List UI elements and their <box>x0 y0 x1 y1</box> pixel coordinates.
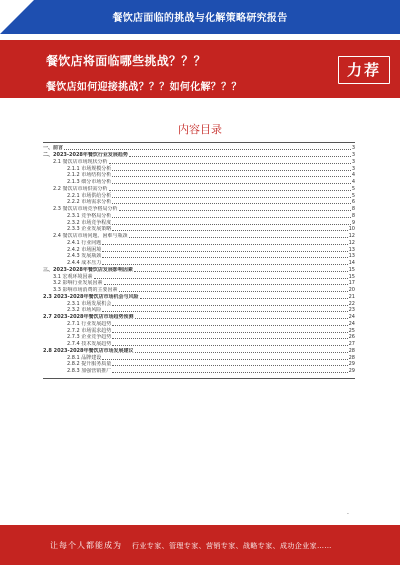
toc-entry-label: 2.4.3 发展瓶颈 <box>67 253 102 260</box>
top-header <box>0 0 400 34</box>
toc-entry[interactable] <box>43 280 355 287</box>
toc-leader-dots <box>102 311 347 312</box>
question-banner <box>0 40 400 98</box>
toc-leader-dots <box>119 210 351 211</box>
toc-entry-label: 2.2 餐饮店市场供需分析 <box>53 185 108 192</box>
toc-entry-label: 2.3.1 市场发展机会 <box>67 300 112 307</box>
toc-leader-dots <box>112 170 351 171</box>
toc-entry-label: 2.7.1 行业发展趋势 <box>67 320 112 327</box>
toc-leader-dots <box>102 359 347 360</box>
toc-entry[interactable] <box>43 152 355 159</box>
toc-entry[interactable] <box>43 186 355 193</box>
toc-entry[interactable] <box>43 213 355 220</box>
toc-entry-label: 3.1 宏观环境因素 <box>53 273 93 280</box>
banner-question-1: 餐饮店将面临哪些挑战？？？ <box>46 54 206 68</box>
toc-leader-dots <box>129 237 348 238</box>
toc-entry[interactable] <box>43 361 355 368</box>
toc-entry-page: 3 <box>351 152 355 158</box>
toc-entry[interactable] <box>43 199 355 206</box>
toc-leader-dots <box>112 338 347 339</box>
toc-entry-page: 4 <box>351 172 355 179</box>
toc-entry-page: 26 <box>348 334 355 341</box>
toc-leader-dots <box>102 257 347 258</box>
toc-entry[interactable] <box>43 334 355 341</box>
toc-entry[interactable] <box>43 179 355 186</box>
toc-leader-dots <box>112 176 351 177</box>
toc-entry-label: 2.8.1 品牌建设 <box>67 354 102 361</box>
toc-entry-label: 2.7.4 技术发展趋势 <box>67 341 112 347</box>
toc-entry-page: 12 <box>348 233 355 239</box>
toc-divider <box>43 378 355 379</box>
toc-top-rule <box>43 142 355 143</box>
toc-leader-dots <box>112 365 347 366</box>
toc-entry-label: 2.3 2023-2028年餐饮店市场机会与风险 <box>43 293 139 300</box>
toc-entry-label: 2.1.2 市场结构分析 <box>67 172 112 179</box>
toc-leader-dots <box>112 332 347 333</box>
toc-title: 内容目录 <box>178 123 222 136</box>
toc-entry[interactable] <box>43 287 355 294</box>
toc-leader-dots <box>104 284 348 285</box>
report-title: 餐饮店面临的挑战与化解策略研究报告 <box>112 13 288 24</box>
banner-question-2: 餐饮店如何迎接挑战？？？如何化解？？？ <box>46 82 242 93</box>
toc-entry-label: 3.3 影响市场消费的主要因素 <box>53 287 118 293</box>
toc-entry[interactable] <box>43 253 355 260</box>
toc-entry-label: 2.2.1 市场供给分析 <box>67 192 112 199</box>
toc-entry-page: 3 <box>351 158 355 165</box>
toc-leader-dots <box>102 264 347 265</box>
toc-leader-dots <box>94 278 348 279</box>
toc-leader-dots <box>112 203 351 204</box>
toc-leader-dots <box>112 230 347 231</box>
toc-entry-page: 24 <box>348 314 355 320</box>
toc-entry-page: 9 <box>351 219 355 226</box>
toc-entry[interactable] <box>43 300 355 307</box>
toc-entry[interactable] <box>43 327 355 334</box>
toc-entry-page: 3 <box>351 145 355 152</box>
toc-entry-page: 25 <box>348 327 355 334</box>
toc-entry[interactable] <box>43 145 355 152</box>
toc-entry[interactable] <box>43 233 355 240</box>
toc-entry-page: 6 <box>351 199 355 206</box>
toc-entry[interactable] <box>43 368 355 375</box>
toc-entry-page: 8 <box>351 206 355 212</box>
toc-leader-dots <box>134 271 348 272</box>
toc-entry-label: 三、2023-2028年餐饮店发展影响因素 <box>43 266 133 273</box>
toc-entry-page: 15 <box>348 273 355 280</box>
toc-entry-page: 23 <box>348 307 355 314</box>
toc-entry-page: 12 <box>348 239 355 246</box>
toc-entry[interactable] <box>43 307 355 314</box>
toc-entry-label: 2.7 2023-2028年餐饮店市场趋势预测 <box>43 314 134 320</box>
toc-entry[interactable] <box>43 260 355 267</box>
toc-entry-label: 2.3.3 企业发展策略 <box>67 226 112 233</box>
toc-entry-page: 28 <box>348 347 355 354</box>
toc-entry[interactable] <box>43 206 355 213</box>
toc-entry-page: 22 <box>348 300 355 307</box>
toc-entry-page: 17 <box>348 280 355 287</box>
toc-entry[interactable] <box>43 192 355 199</box>
toc-entry-label: 2.8.3 加强营销推广 <box>67 368 112 374</box>
toc-entry-page: 21 <box>348 293 355 300</box>
toc-leader-dots <box>112 224 351 225</box>
toc-entry-label: 2.4.4 成本压力 <box>67 260 102 266</box>
toc-entry-page: 10 <box>348 226 355 233</box>
toc-entry[interactable] <box>43 165 355 172</box>
toc-entry[interactable] <box>43 172 355 179</box>
toc-entry-label: 2.1.1 市场规模分析 <box>67 165 112 172</box>
toc-entry-label: 2.1.3 细分市场分析 <box>67 179 112 185</box>
toc-leader-dots <box>112 305 347 306</box>
toc-entry[interactable] <box>43 354 355 361</box>
toc-leader-dots <box>135 352 348 353</box>
toc-entry-page: 27 <box>348 341 355 347</box>
toc-leader-dots <box>102 251 347 252</box>
toc-leader-dots <box>129 156 351 157</box>
toc-entry-label: 2.4 餐饮店市场问题、困难与瓶颈 <box>53 233 128 239</box>
toc-entry-page: 24 <box>348 320 355 327</box>
toc-entry-label: 2.3.1 竞争格局分析 <box>67 212 112 219</box>
toc-leader-dots <box>112 217 351 218</box>
toc-entry-page: 15 <box>348 266 355 273</box>
toc-entry-page: 13 <box>348 253 355 260</box>
toc-list <box>43 145 355 375</box>
toc-leader-dots <box>112 325 347 326</box>
toc-entry-label: 2.4.2 市场困境 <box>67 246 102 253</box>
toc-entry-label: 二、2023-2028年餐饮行业发展趋势 <box>43 152 128 158</box>
toc-leader-dots <box>109 190 351 191</box>
toc-entry[interactable] <box>43 348 355 355</box>
toc-entry-page: 29 <box>348 368 355 374</box>
toc-entry-label: 2.1 餐饮店市场现状分析 <box>53 158 108 165</box>
footer-banner <box>0 525 400 565</box>
toc-leader-dots <box>140 298 348 299</box>
toc-entry[interactable] <box>43 159 355 166</box>
toc-entry-label: 2.3 餐饮店市场竞争格局分析 <box>53 206 118 212</box>
toc-entry[interactable] <box>43 294 355 301</box>
toc-entry-label: 2.7.2 市场需求趋势 <box>67 327 112 334</box>
toc-entry[interactable] <box>43 240 355 247</box>
toc-entry[interactable] <box>43 246 355 253</box>
footer-slogan: 让每个人都能成为 <box>50 541 122 550</box>
toc-entry-label: 3.2 影响行业发展因素 <box>53 280 103 287</box>
toc-leader-dots <box>112 197 351 198</box>
toc-entry-page: 5 <box>351 185 355 192</box>
toc-entry-label: 2.2.2 市场需求分析 <box>67 199 112 206</box>
toc-entry-page: 4 <box>351 179 355 185</box>
toc-leader-dots <box>135 318 348 319</box>
toc-leader-dots <box>112 372 347 373</box>
toc-entry-label: 2.8.2 提升服务质量 <box>67 361 112 368</box>
toc-entry-label: 2.3.2 市场风险 <box>67 307 102 314</box>
toc-entry-label: 一、前言 <box>43 145 64 152</box>
toc-entry-page: 13 <box>348 246 355 253</box>
toc-entry-page: 8 <box>351 212 355 219</box>
footer-roles: 行业专家、管理专家、营销专家、战略专家、成功企业家…… <box>132 542 332 550</box>
page-marker: - <box>347 511 349 517</box>
toc-entry-label: 2.3.2 市场竞争程度 <box>67 219 112 226</box>
recommend-badge: 力荐 <box>338 56 390 84</box>
toc-entry-page: 28 <box>348 354 355 361</box>
toc-leader-dots <box>112 183 351 184</box>
toc-entry[interactable] <box>43 267 355 274</box>
toc-entry-label: 2.8 2023-2028年餐饮店市场发展建议 <box>43 347 134 354</box>
toc-entry-label: 2.7.3 企业竞争趋势 <box>67 334 112 341</box>
toc-entry[interactable] <box>43 273 355 280</box>
toc-entry-page: 20 <box>348 287 355 293</box>
toc-leader-dots <box>112 345 347 346</box>
toc-leader-dots <box>102 244 347 245</box>
toc-entry[interactable] <box>43 219 355 226</box>
toc-entry[interactable] <box>43 314 355 321</box>
toc-entry-page: 3 <box>351 165 355 172</box>
toc-leader-dots <box>119 291 348 292</box>
toc-leader-dots <box>109 163 351 164</box>
toc-entry-label: 2.4.1 行业问题 <box>67 239 102 246</box>
toc-entry[interactable] <box>43 341 355 348</box>
toc-entry-page: 29 <box>348 361 355 368</box>
toc-entry-page: 5 <box>351 192 355 199</box>
toc-leader-dots <box>64 149 351 150</box>
toc-entry-page: 14 <box>348 260 355 266</box>
toc-entry[interactable] <box>43 226 355 233</box>
toc-entry[interactable] <box>43 321 355 328</box>
